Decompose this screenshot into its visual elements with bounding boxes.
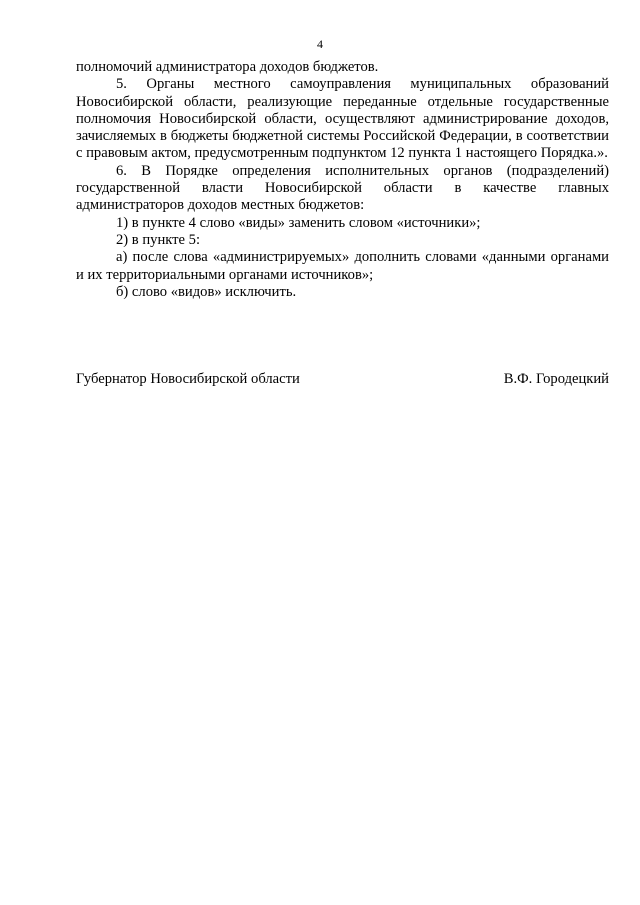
signatory-name: В.Ф. Городецкий	[503, 371, 609, 387]
document-body	[76, 59, 609, 301]
paragraph-subitem-b: б) слово «видов» исключить.	[116, 283, 297, 300]
paragraph-item-5: 5. Органы местного самоуправления муниципальных образований Новосибирской области, реализующие переданные отдельные государственные полномочия Новосибирской области, осуществляют администрирование доходов, зачисляемых в бюджеты бюджетной системы Российской Федерации, в соответствии с правовым актом, предусмотренным подпунктом 12 пункта 1 настоящего Порядка.».	[76, 76, 609, 162]
signature-block	[76, 371, 609, 388]
signatory-position: Губернатор Новосибирской области	[76, 371, 300, 387]
paragraph-item-6: 6. В Порядке определения исполнительных органов (подразделений) государственной власти Новосибирской области в качестве главных администраторов доходов местных бюджетов:	[76, 162, 609, 214]
paragraph-subitem-a: а) после слова «администрируемых» дополнить словами «данными органами и их территориальными органами источников»;	[76, 249, 609, 283]
paragraph-subitem-2: 2) в пункте 5:	[116, 231, 201, 248]
page-number: 4	[317, 37, 323, 51]
paragraph-subitem-1: 1) в пункте 4 слово «виды» заменить словом «источники»;	[116, 214, 481, 231]
paragraph-continuation: полномочий администратора доходов бюджетов.	[76, 59, 379, 75]
